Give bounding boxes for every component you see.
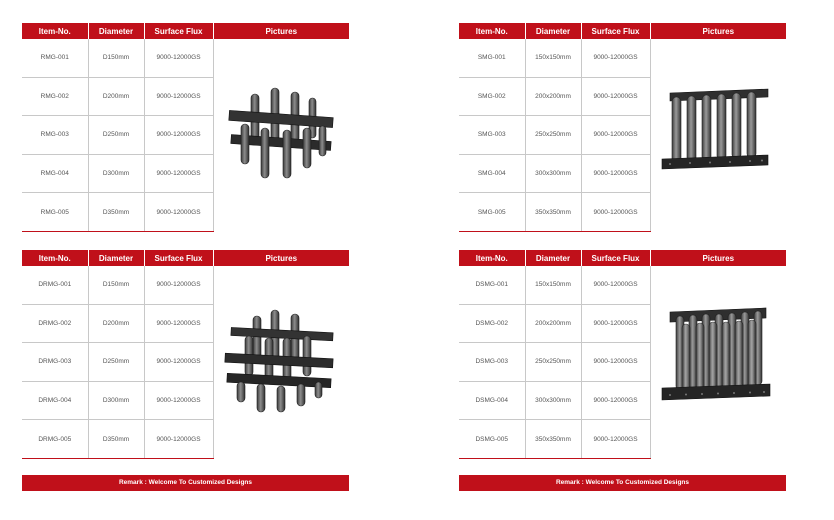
item-no-cell: SMG-002 xyxy=(459,77,525,116)
double-round-magnetic-grid-image xyxy=(213,266,349,458)
diameter-cell: 250x250mm xyxy=(525,116,581,155)
diameter-cell: D350mm xyxy=(88,193,144,232)
double-round-magnetic-grid-icon xyxy=(219,306,343,418)
square-magnetic-grid-image xyxy=(650,39,786,231)
surface-flux-cell: 9000-12000GS xyxy=(144,266,213,304)
diameter-cell: D150mm xyxy=(88,266,144,304)
header-item-no: Item-No. xyxy=(459,250,525,266)
double-square-magnetic-grid-icon xyxy=(656,306,780,418)
item-no-cell: DSMG-005 xyxy=(459,420,525,459)
item-no-cell: DRMG-005 xyxy=(22,420,88,459)
header-diameter: Diameter xyxy=(525,250,581,266)
diameter-cell: 150x150mm xyxy=(525,266,581,304)
header-diameter: Diameter xyxy=(88,23,144,39)
item-no-cell: DRMG-004 xyxy=(22,381,88,420)
diameter-cell: D300mm xyxy=(88,381,144,420)
diameter-cell: 250x250mm xyxy=(525,343,581,382)
item-no-cell: DRMG-003 xyxy=(22,343,88,382)
item-no-cell: DRMG-002 xyxy=(22,304,88,343)
surface-flux-cell: 9000-12000GS xyxy=(144,116,213,155)
surface-flux-cell: 9000-12000GS xyxy=(144,381,213,420)
surface-flux-cell: 9000-12000GS xyxy=(581,193,650,232)
table-header-row xyxy=(22,250,349,266)
table-header-row xyxy=(22,23,349,39)
surface-flux-cell: 9000-12000GS xyxy=(581,266,650,304)
item-no-cell: SMG-003 xyxy=(459,116,525,155)
item-no-cell: SMG-005 xyxy=(459,193,525,232)
diameter-cell: 200x200mm xyxy=(525,304,581,343)
remark-banner-right: Remark : Welcome To Customized Designs xyxy=(459,475,786,491)
round-magnetic-grid-image xyxy=(213,39,349,231)
surface-flux-cell: 9000-12000GS xyxy=(144,193,213,232)
header-pictures: Pictures xyxy=(213,23,349,39)
double-square-magnetic-grid-image xyxy=(650,266,786,458)
header-pictures: Pictures xyxy=(213,250,349,266)
diameter-cell: 300x300mm xyxy=(525,381,581,420)
table-row xyxy=(22,39,349,77)
surface-flux-cell: 9000-12000GS xyxy=(581,116,650,155)
surface-flux-cell: 9000-12000GS xyxy=(581,39,650,77)
header-diameter: Diameter xyxy=(88,250,144,266)
item-no-cell: RMG-005 xyxy=(22,193,88,232)
header-surface-flux: Surface Flux xyxy=(144,23,213,39)
table-header-row xyxy=(459,250,786,266)
header-item-no: Item-No. xyxy=(22,23,88,39)
smg-table xyxy=(459,23,786,232)
round-magnetic-grid-icon xyxy=(221,80,341,190)
surface-flux-cell: 9000-12000GS xyxy=(581,343,650,382)
diameter-cell: D250mm xyxy=(88,343,144,382)
rmg-table xyxy=(22,23,349,232)
item-no-cell: DRMG-001 xyxy=(22,266,88,304)
diameter-cell: D200mm xyxy=(88,77,144,116)
diameter-cell: 150x150mm xyxy=(525,39,581,77)
item-no-cell: SMG-004 xyxy=(459,154,525,193)
table-row xyxy=(459,39,786,77)
surface-flux-cell: 9000-12000GS xyxy=(581,304,650,343)
diameter-cell: D350mm xyxy=(88,420,144,459)
header-surface-flux: Surface Flux xyxy=(581,250,650,266)
surface-flux-cell: 9000-12000GS xyxy=(581,420,650,459)
drmg-table xyxy=(22,250,349,459)
header-pictures: Pictures xyxy=(650,250,786,266)
surface-flux-cell: 9000-12000GS xyxy=(581,381,650,420)
item-no-cell: DSMG-002 xyxy=(459,304,525,343)
header-pictures: Pictures xyxy=(650,23,786,39)
square-magnetic-grid-icon xyxy=(656,85,780,185)
diameter-cell: D200mm xyxy=(88,304,144,343)
table-header-row xyxy=(459,23,786,39)
header-diameter: Diameter xyxy=(525,23,581,39)
item-no-cell: RMG-002 xyxy=(22,77,88,116)
remark-banner-left: Remark : Welcome To Customized Designs xyxy=(22,475,349,491)
header-surface-flux: Surface Flux xyxy=(144,250,213,266)
header-item-no: Item-No. xyxy=(459,23,525,39)
surface-flux-cell: 9000-12000GS xyxy=(144,77,213,116)
table-row xyxy=(459,266,786,304)
surface-flux-cell: 9000-12000GS xyxy=(144,343,213,382)
item-no-cell: DSMG-004 xyxy=(459,381,525,420)
dsmg-table xyxy=(459,250,786,459)
diameter-cell: D150mm xyxy=(88,39,144,77)
item-no-cell: RMG-004 xyxy=(22,154,88,193)
surface-flux-cell: 9000-12000GS xyxy=(581,154,650,193)
item-no-cell: DSMG-001 xyxy=(459,266,525,304)
surface-flux-cell: 9000-12000GS xyxy=(144,304,213,343)
diameter-cell: 350x350mm xyxy=(525,193,581,232)
surface-flux-cell: 9000-12000GS xyxy=(581,77,650,116)
header-item-no: Item-No. xyxy=(22,250,88,266)
diameter-cell: D250mm xyxy=(88,116,144,155)
diameter-cell: 200x200mm xyxy=(525,77,581,116)
surface-flux-cell: 9000-12000GS xyxy=(144,39,213,77)
item-no-cell: RMG-003 xyxy=(22,116,88,155)
diameter-cell: 350x350mm xyxy=(525,420,581,459)
surface-flux-cell: 9000-12000GS xyxy=(144,420,213,459)
surface-flux-cell: 9000-12000GS xyxy=(144,154,213,193)
item-no-cell: SMG-001 xyxy=(459,39,525,77)
item-no-cell: RMG-001 xyxy=(22,39,88,77)
diameter-cell: D300mm xyxy=(88,154,144,193)
item-no-cell: DSMG-003 xyxy=(459,343,525,382)
table-row xyxy=(22,266,349,304)
diameter-cell: 300x300mm xyxy=(525,154,581,193)
header-surface-flux: Surface Flux xyxy=(581,23,650,39)
